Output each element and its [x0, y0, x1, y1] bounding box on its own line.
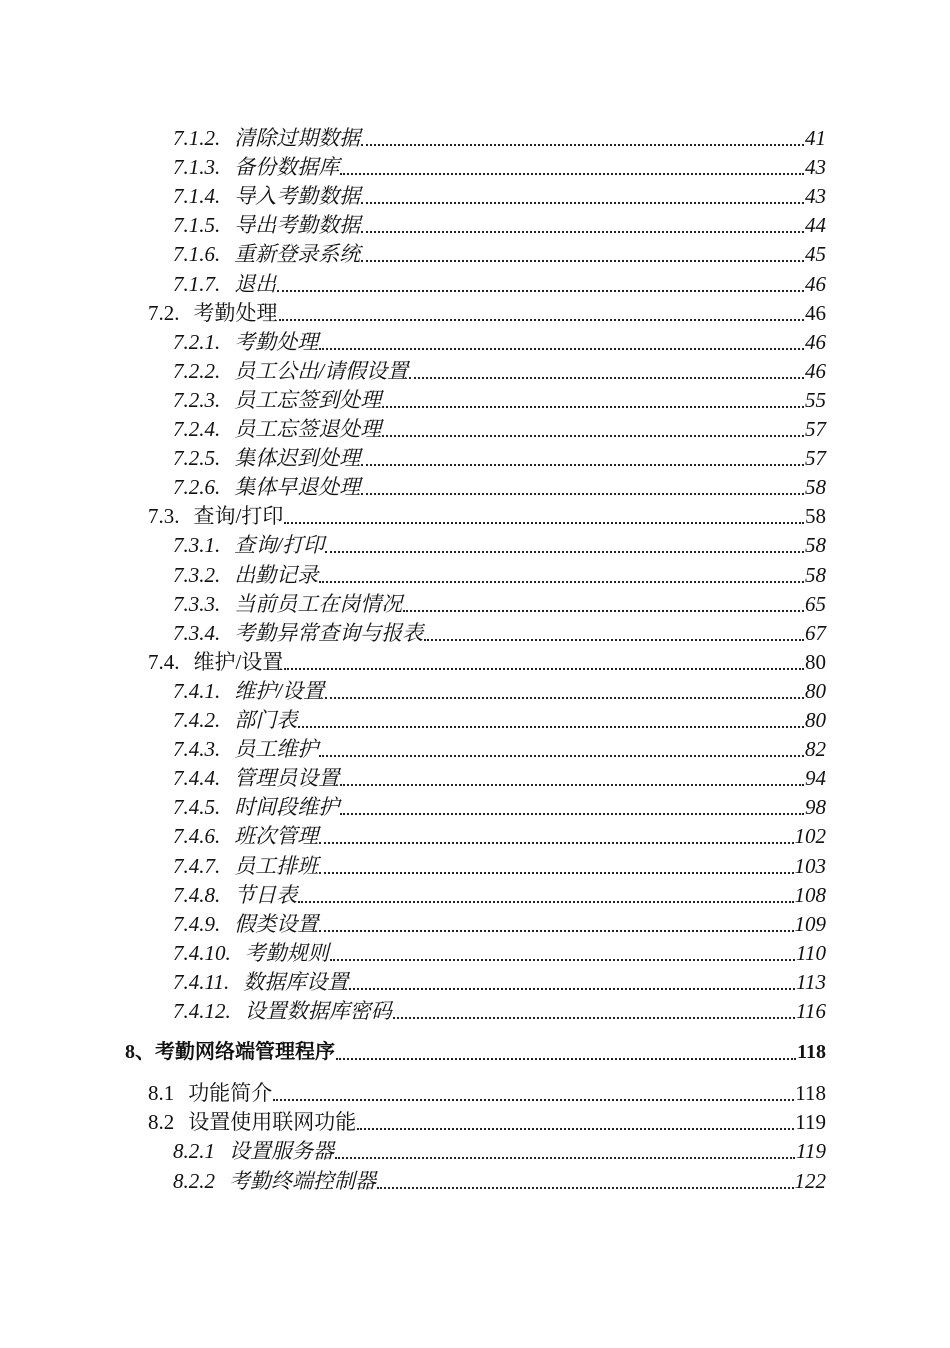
- toc-dot-leader: [361, 493, 804, 495]
- toc-entry-page-number: 46: [805, 359, 826, 383]
- toc-dot-leader: [349, 988, 795, 990]
- toc-entry-number: 8.2: [148, 1110, 175, 1134]
- toc-dot-leader: [298, 901, 793, 903]
- toc-entry-page-number: 43: [805, 184, 826, 208]
- toc-entry-page-number: 46: [805, 272, 826, 296]
- toc-entry-page-number: 65: [805, 592, 826, 616]
- toc-entry-title: 员工排班: [234, 854, 319, 878]
- toc-entry-title: 维护/设置: [234, 679, 325, 703]
- toc-entry-number: 7.4.4.: [173, 766, 221, 790]
- toc-entry-number: 7.2.: [148, 301, 180, 325]
- toc-entry-page-number: 119: [795, 1110, 826, 1134]
- toc-entry-title: 班次管理: [234, 824, 319, 848]
- toc-entry-title: 设置服务器: [229, 1139, 334, 1163]
- toc-entry[interactable]: [173, 1137, 826, 1166]
- toc-dot-leader: [403, 610, 804, 612]
- toc-entry-number: 7.4.1.: [173, 679, 221, 703]
- toc-dot-leader: [284, 522, 804, 524]
- toc-dot-leader: [357, 1128, 794, 1130]
- toc-entry-number: 7.2.3.: [173, 388, 221, 412]
- toc-entry-title: 设置使用联网功能: [188, 1110, 357, 1134]
- toc-dot-leader: [382, 406, 804, 408]
- toc-entry[interactable]: [173, 590, 826, 619]
- toc-dot-leader: [298, 726, 804, 728]
- toc-dot-leader: [319, 930, 793, 932]
- toc-dot-leader: [382, 435, 804, 437]
- toc-entry-title: 备份数据库: [234, 155, 340, 179]
- toc-entry-number: 7.2.5.: [173, 446, 221, 470]
- toc-entry-page-number: 113: [796, 970, 826, 994]
- toc-entry-title: 出勤记录: [234, 563, 319, 587]
- toc-entry-title: 集体迟到处理: [234, 446, 361, 470]
- toc-entry-number: 7.3.4.: [173, 621, 221, 645]
- toc-dot-leader: [325, 697, 804, 699]
- toc-entry-title: 考勤处理: [234, 330, 319, 354]
- toc-dot-leader: [393, 1017, 795, 1019]
- toc-entry-number: 7.4.7.: [173, 854, 221, 878]
- toc-dot-leader: [335, 1157, 795, 1159]
- toc-dot-leader: [377, 1187, 794, 1189]
- toc-entry-page-number: 108: [794, 883, 826, 907]
- toc-entry[interactable]: [173, 415, 826, 444]
- toc-entry[interactable]: [173, 939, 826, 968]
- toc-dot-leader: [361, 231, 804, 233]
- toc-entry-page-number: 98: [805, 795, 826, 819]
- toc-entry-title: 导出考勤数据: [234, 213, 361, 237]
- toc-entry-number: 7.3.1.: [173, 533, 221, 557]
- toc-entry[interactable]: [173, 822, 826, 851]
- toc-dot-leader: [361, 464, 804, 466]
- toc-dot-leader: [319, 348, 804, 350]
- toc-entry-number: 7.3.3.: [173, 592, 221, 616]
- toc-entry-number: 7.1.4.: [173, 184, 221, 208]
- toc-entry[interactable]: [173, 735, 826, 764]
- toc-entry[interactable]: [173, 124, 826, 153]
- toc-entry-page-number: 55: [805, 388, 826, 412]
- toc-entry-title: 考勤终端控制器: [229, 1169, 376, 1193]
- toc-dot-leader: [325, 551, 804, 553]
- toc-entry[interactable]: [173, 997, 826, 1026]
- toc-entry-number: 7.2.2.: [173, 359, 221, 383]
- toc-dot-leader: [409, 377, 804, 379]
- toc-entry-page-number: 46: [805, 330, 826, 354]
- toc-entry-number: 7.1.2.: [173, 126, 221, 150]
- toc-entry[interactable]: [173, 619, 826, 648]
- toc-entry-title: 员工忘签退处理: [234, 417, 382, 441]
- toc-dot-leader: [273, 1099, 794, 1101]
- toc-entry-page-number: 57: [805, 417, 826, 441]
- toc-entry-page-number: 116: [796, 999, 826, 1023]
- toc-entry-page-number: 109: [794, 912, 826, 936]
- toc-entry-number: 7.4.9.: [173, 912, 221, 936]
- toc-entry[interactable]: [173, 270, 826, 299]
- toc-entry[interactable]: [148, 299, 826, 328]
- toc-entry-page-number: 122: [794, 1169, 826, 1193]
- toc-entry-number: 8.1: [148, 1081, 175, 1105]
- toc-dot-leader: [319, 842, 793, 844]
- toc-entry[interactable]: [173, 357, 826, 386]
- toc-entry-title: 员工维护: [234, 737, 319, 761]
- toc-entry-title: 清除过期数据: [234, 126, 361, 150]
- toc-dot-leader: [319, 872, 793, 874]
- toc-entry-number: 8.2.1: [173, 1139, 215, 1163]
- toc-dot-leader: [340, 784, 804, 786]
- toc-entry[interactable]: [173, 153, 826, 182]
- toc-entry-page-number: 57: [805, 446, 826, 470]
- toc-entry[interactable]: [148, 502, 826, 531]
- toc-entry-number: 7.4.10.: [173, 941, 231, 965]
- toc-entry[interactable]: [173, 328, 826, 357]
- toc-dot-leader: [284, 668, 804, 670]
- toc-entry[interactable]: [173, 561, 826, 590]
- toc-entry[interactable]: [173, 677, 826, 706]
- toc-entry-title: 部门表: [234, 708, 298, 732]
- toc-entry-number: 7.2.1.: [173, 330, 221, 354]
- toc-entry[interactable]: [173, 852, 826, 881]
- toc-dot-leader: [340, 813, 804, 815]
- toc-entry-page-number: 41: [805, 126, 826, 150]
- toc-entry-number: 7.3.: [148, 504, 180, 528]
- toc-entry-page-number: 94: [805, 766, 826, 790]
- toc-entry[interactable]: [125, 1038, 826, 1067]
- toc-entry-number: 7.4.8.: [173, 883, 221, 907]
- toc-entry[interactable]: [173, 240, 826, 269]
- toc-entry-page-number: 46: [805, 301, 826, 325]
- toc-entry-number: 7.4.: [148, 650, 180, 674]
- toc-entry-page-number: 82: [805, 737, 826, 761]
- toc-entry-page-number: 45: [805, 242, 826, 266]
- toc-entry-page-number: 80: [805, 650, 826, 674]
- toc-entry-page-number: 58: [805, 533, 826, 557]
- toc-entry[interactable]: [173, 1167, 826, 1196]
- toc-entry-title: 维护/设置: [193, 650, 284, 674]
- toc-dot-leader: [361, 202, 804, 204]
- toc-entry-title: 节日表: [234, 883, 298, 907]
- toc-entry-title: 数据库设置: [243, 970, 349, 994]
- toc-dot-leader: [340, 173, 804, 175]
- toc-entry-page-number: 80: [805, 708, 826, 732]
- toc-entry-number: 7.4.6.: [173, 824, 221, 848]
- toc-entry-title: 退出: [234, 272, 277, 296]
- toc-entry-title: 考勤异常查询与报表: [234, 621, 424, 645]
- toc-entry[interactable]: [148, 1079, 826, 1108]
- toc-entry[interactable]: [173, 211, 826, 240]
- toc-entry-title: 设置数据库密码: [244, 999, 392, 1023]
- toc-entry-number: 7.4.12.: [173, 999, 231, 1023]
- toc-entry-page-number: 58: [805, 504, 826, 528]
- toc-entry-number: 7.4.2.: [173, 708, 221, 732]
- toc-entry-page-number: 110: [796, 941, 826, 965]
- toc-dot-leader: [277, 290, 804, 292]
- toc-dot-leader: [330, 959, 795, 961]
- toc-entry-number: 7.3.2.: [173, 563, 221, 587]
- toc-entry-number: 7.1.5.: [173, 213, 221, 237]
- toc-entry-page-number: 80: [805, 679, 826, 703]
- toc-entry[interactable]: [173, 968, 826, 997]
- toc-entry[interactable]: [148, 648, 826, 677]
- toc-dot-leader: [279, 319, 805, 321]
- toc-entry-number: 8、: [125, 1041, 155, 1063]
- toc-dot-leader: [424, 639, 804, 641]
- toc-entry-title: 假类设置: [234, 912, 319, 936]
- toc-entry[interactable]: [173, 764, 826, 793]
- toc-dot-leader: [361, 144, 804, 146]
- toc-entry-title: 考勤网络端管理程序: [155, 1041, 335, 1063]
- toc-entry-page-number: 44: [805, 213, 826, 237]
- toc-entry-number: 8.2.2: [173, 1169, 215, 1193]
- toc-entry-title: 时间段维护: [234, 795, 340, 819]
- toc-entry[interactable]: [148, 1108, 826, 1137]
- toc-entry-title: 管理员设置: [234, 766, 340, 790]
- toc-entry-page-number: 43: [805, 155, 826, 179]
- toc-entry-page-number: 102: [794, 824, 826, 848]
- toc-entry-number: 7.2.4.: [173, 417, 221, 441]
- toc-entry-number: 7.4.11.: [173, 970, 230, 994]
- toc-entry-title: 当前员工在岗情况: [234, 592, 403, 616]
- toc-entry-title: 功能简介: [188, 1081, 273, 1105]
- toc-entry-number: 7.4.5.: [173, 795, 221, 819]
- toc-entry-title: 员工忘签到处理: [234, 388, 382, 412]
- toc-entry-title: 员工公出/请假设置: [234, 359, 409, 383]
- toc-entry-page-number: 118: [795, 1081, 826, 1105]
- toc-entry-number: 7.2.6.: [173, 475, 221, 499]
- toc-entry-page-number: 67: [805, 621, 826, 645]
- toc-entry-title: 查询/打印: [234, 533, 325, 557]
- toc-entry-number: 7.4.3.: [173, 737, 221, 761]
- toc-dot-leader: [336, 1058, 796, 1060]
- toc-dot-leader: [319, 581, 804, 583]
- toc-entry-number: 7.1.6.: [173, 242, 221, 266]
- toc-entry-page-number: 103: [794, 854, 826, 878]
- toc-entry[interactable]: [173, 444, 826, 473]
- toc-entry[interactable]: [173, 910, 826, 939]
- toc-entry[interactable]: [173, 793, 826, 822]
- toc-entry-title: 导入考勤数据: [234, 184, 361, 208]
- toc-entry-title: 重新登录系统: [234, 242, 361, 266]
- toc-entry-title: 考勤规则: [244, 941, 329, 965]
- toc-entry-page-number: 58: [805, 563, 826, 587]
- toc-entry-title: 查询/打印: [193, 504, 284, 528]
- toc-entry-title: 集体早退处理: [234, 475, 361, 499]
- toc-entry[interactable]: [173, 706, 826, 735]
- toc-entry-page-number: 119: [796, 1139, 826, 1163]
- toc-entry-title: 考勤处理: [193, 301, 278, 325]
- toc-entry[interactable]: [173, 386, 826, 415]
- toc-entry[interactable]: [173, 531, 826, 560]
- toc-entry[interactable]: [173, 881, 826, 910]
- toc-entry-page-number: 118: [797, 1041, 826, 1063]
- toc-entry-page-number: 58: [805, 475, 826, 499]
- toc-dot-leader: [319, 755, 804, 757]
- toc-entry[interactable]: [173, 473, 826, 502]
- toc-entry-number: 7.1.3.: [173, 155, 221, 179]
- toc-dot-leader: [361, 260, 804, 262]
- toc-entry-number: 7.1.7.: [173, 272, 221, 296]
- toc-entry[interactable]: [173, 182, 826, 211]
